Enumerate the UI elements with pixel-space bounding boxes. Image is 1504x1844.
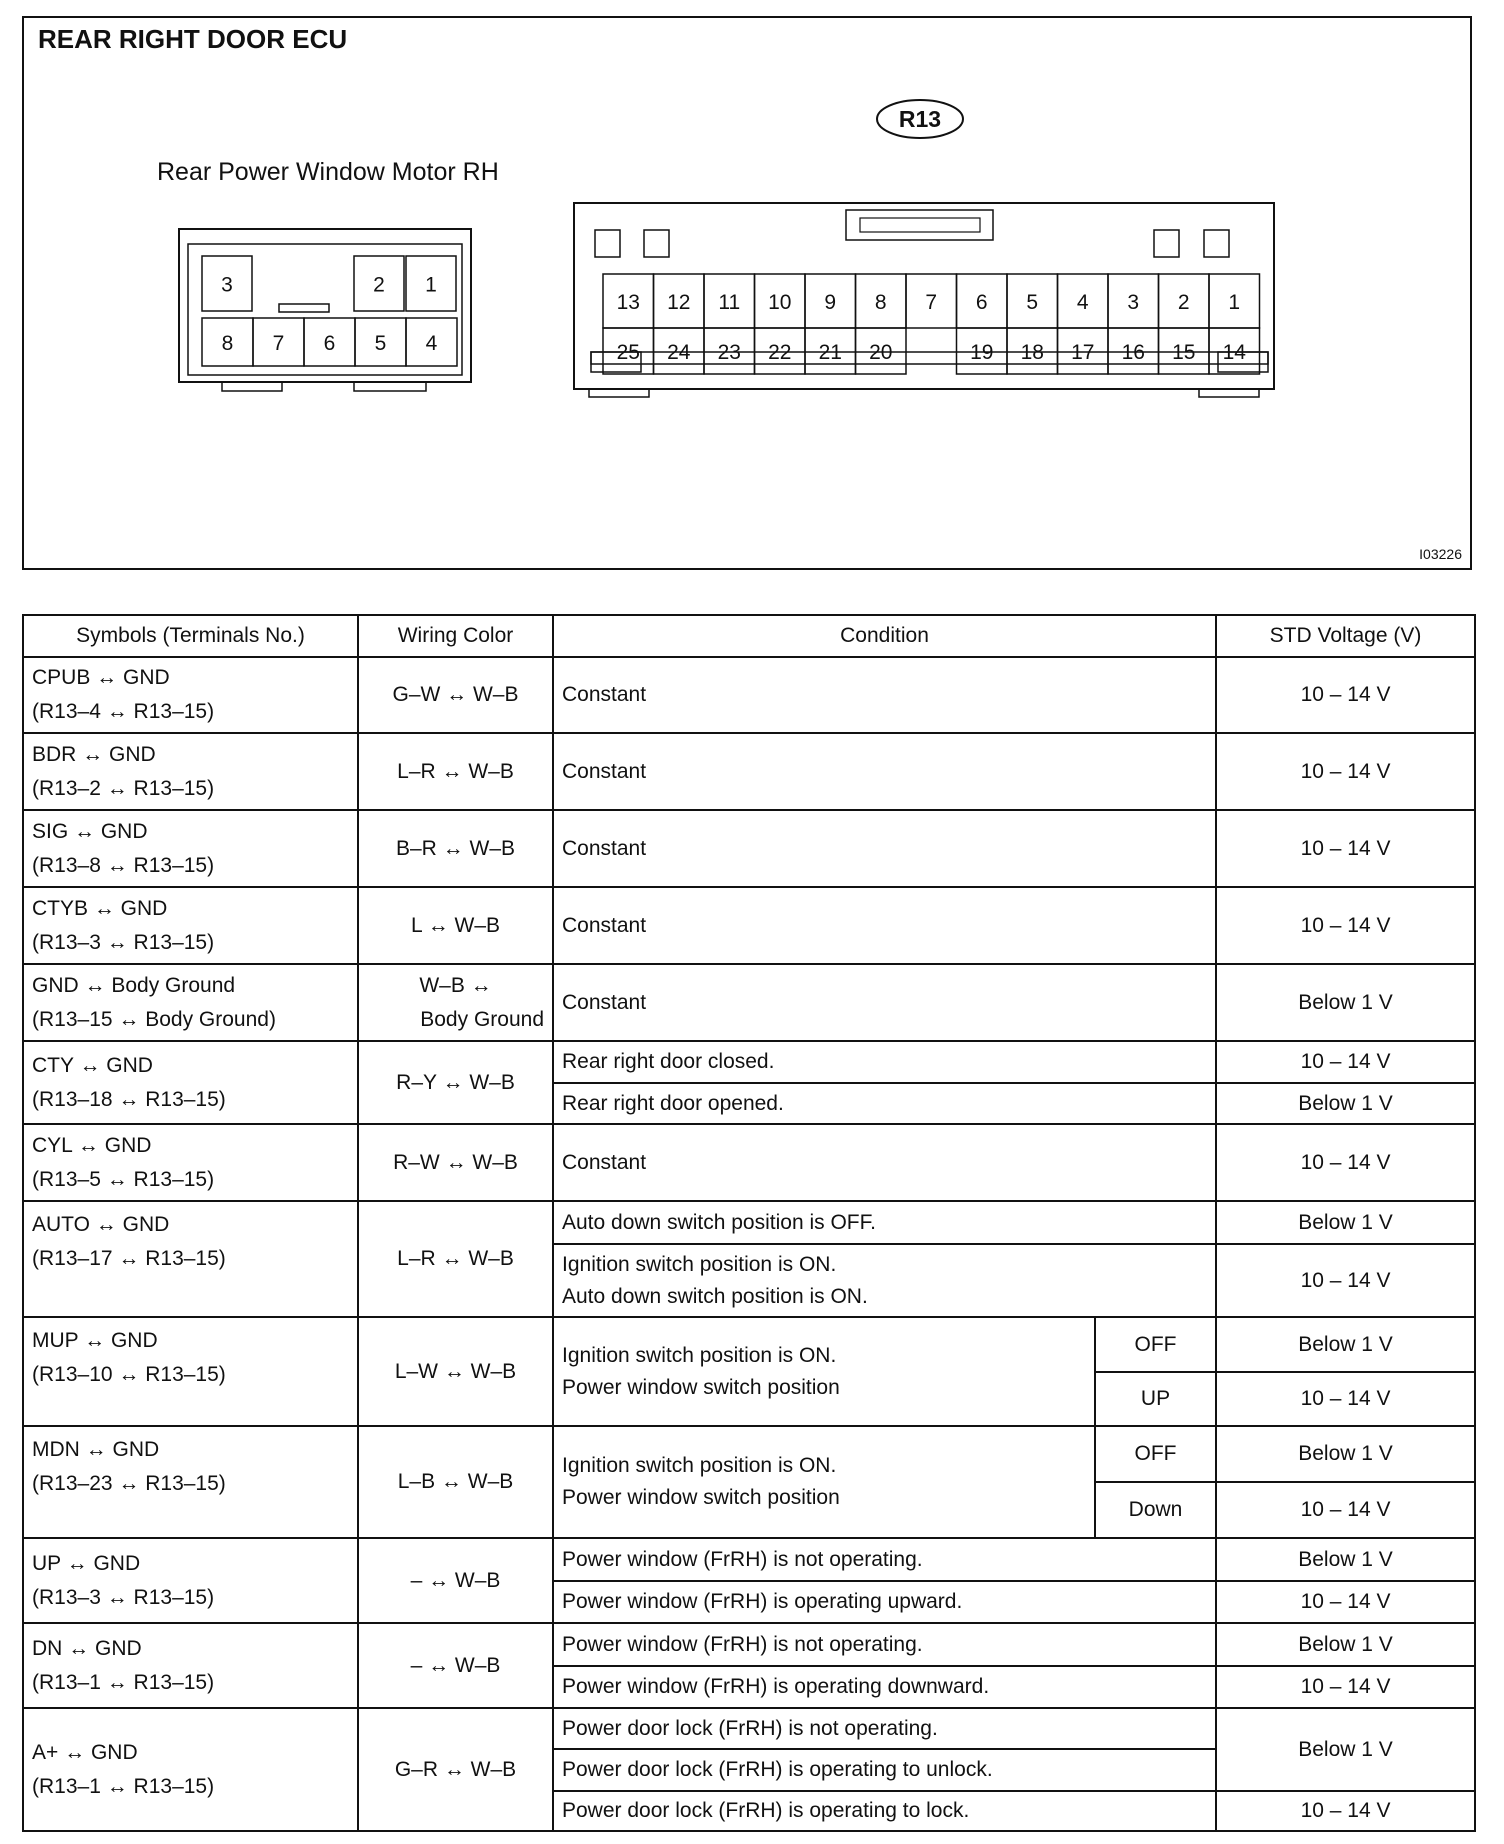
table-row	[23, 887, 1475, 964]
pin-number: 8	[874, 291, 887, 314]
pin-number: 8	[221, 332, 234, 355]
std-voltage: Below 1 V	[1216, 964, 1475, 1041]
condition-line2: Power window switch position	[562, 1486, 840, 1509]
std-voltage: Below 1 V	[1216, 1083, 1475, 1124]
pin-number: 25	[616, 341, 640, 364]
motor-pin-8	[202, 318, 253, 366]
terminal-text: (R13–5 ↔ R13–15)	[32, 1167, 215, 1191]
wiring-color: R–W ↔ W–B	[358, 1124, 553, 1201]
pin-number: 6	[975, 291, 988, 314]
pin-number: 24	[667, 341, 691, 364]
symbol-text: GND ↔ Body Ground	[32, 973, 236, 997]
pin-number: 5	[1026, 291, 1039, 314]
pin-number: 9	[824, 291, 837, 314]
std-voltage: Below 1 V	[1216, 1538, 1475, 1581]
std-voltage: 10 – 14 V	[1216, 1372, 1475, 1426]
r13-pin-grid	[603, 274, 1260, 374]
motor-pin-2	[354, 256, 404, 311]
r13-pin-21	[805, 328, 856, 374]
std-voltage: 10 – 14 V	[1216, 1041, 1475, 1083]
pin-number: 7	[925, 291, 938, 314]
condition: Constant	[553, 887, 1216, 964]
table-header-row	[23, 615, 1475, 657]
symbol-text: A+ ↔ GND	[32, 1740, 138, 1764]
condition: Constant	[553, 733, 1216, 810]
symbol-text: BDR ↔ GND	[32, 742, 156, 766]
condition: Power window (FrRH) is operating downward.	[553, 1666, 1216, 1708]
figure-code: I03226	[1419, 546, 1462, 562]
symbol-text: CPUB ↔ GND	[32, 666, 170, 689]
wiring-color: B–R ↔ W–B	[358, 810, 553, 887]
condition: Rear right door opened.	[553, 1083, 1216, 1124]
r13-pin-15	[1159, 328, 1210, 374]
pin-number: 2	[1177, 291, 1190, 314]
diagram-title: REAR RIGHT DOOR ECU	[38, 24, 348, 54]
table-row	[23, 657, 1475, 733]
std-voltage: 10 – 14 V	[1216, 733, 1475, 810]
std-voltage: 10 – 14 V	[1216, 1244, 1475, 1317]
std-voltage: Below 1 V	[1216, 1708, 1475, 1791]
pin-number: 6	[323, 332, 336, 355]
condition	[553, 1317, 1095, 1426]
std-voltage: 10 – 14 V	[1216, 1581, 1475, 1623]
std-voltage: Below 1 V	[1216, 1317, 1475, 1372]
r13-pin-12	[654, 274, 705, 328]
condition: Constant	[553, 810, 1216, 887]
pin-number: 13	[616, 291, 640, 314]
r13-pin-16	[1108, 328, 1159, 374]
condition: Auto down switch position is OFF.	[553, 1201, 1216, 1244]
r13-pin-13	[603, 274, 654, 328]
table-row	[23, 733, 1475, 810]
r13-pin-7	[906, 274, 957, 328]
switch-position: UP	[1095, 1372, 1216, 1426]
pin-number: 12	[667, 291, 691, 314]
symbol-cell	[23, 657, 358, 733]
r13-pin-18	[1007, 328, 1058, 374]
table-row	[23, 1124, 1475, 1201]
r13-pin-2	[1159, 274, 1210, 328]
symbol-cell	[23, 1426, 358, 1538]
connector-badge-label: R13	[898, 106, 942, 132]
std-voltage: 10 – 14 V	[1216, 1482, 1475, 1538]
symbol-cell	[23, 1317, 358, 1426]
std-voltage: Below 1 V	[1216, 1426, 1475, 1482]
pin-number: 17	[1071, 341, 1095, 364]
r13-pin-20	[856, 328, 907, 374]
std-voltage: 10 – 14 V	[1216, 1791, 1475, 1831]
pin-number: 23	[717, 341, 741, 364]
wiring-color-line2: Body Ground	[420, 1007, 544, 1031]
r13-pin-8	[856, 274, 907, 328]
r13-pin-11	[704, 274, 755, 328]
condition: Power door lock (FrRH) is operating to lock.	[553, 1791, 1216, 1831]
pin-number: 2	[373, 273, 385, 297]
std-voltage: 10 – 14 V	[1216, 887, 1475, 964]
symbol-cell	[23, 810, 358, 887]
header-std-voltage: STD Voltage (V)	[1216, 615, 1475, 657]
condition-line2: Auto down switch position is ON.	[562, 1284, 868, 1308]
terminal-text: (R13–23 ↔ R13–15)	[32, 1472, 226, 1495]
header-condition: Condition	[553, 615, 1216, 657]
table-row	[23, 1426, 1475, 1482]
wiring-color: L–W ↔ W–B	[358, 1317, 553, 1426]
motor-pin-4	[406, 318, 457, 366]
connector-diagram	[22, 16, 1472, 570]
pin-number: 3	[1127, 291, 1140, 314]
condition: Power window (FrRH) is not operating.	[553, 1623, 1216, 1666]
wiring-color: – ↔ W–B	[358, 1623, 553, 1708]
pin-number: 16	[1121, 341, 1145, 364]
wiring-color: R–Y ↔ W–B	[358, 1041, 553, 1124]
wiring-color: – ↔ W–B	[358, 1538, 553, 1623]
table-row	[23, 1538, 1475, 1581]
r13-pin-14	[1209, 328, 1260, 374]
r13-pin-3	[1108, 274, 1159, 328]
wiring-color: L ↔ W–B	[358, 887, 553, 964]
r13-pin-4	[1058, 274, 1109, 328]
condition-line1: Ignition switch position is ON.	[562, 1343, 837, 1367]
motor-connector	[179, 229, 471, 391]
table-row	[23, 964, 1475, 1041]
condition	[553, 1426, 1095, 1538]
std-voltage: 10 – 14 V	[1216, 810, 1475, 887]
pin-number: 4	[425, 332, 438, 355]
pin-number: 3	[221, 273, 233, 297]
r13-pin-6	[957, 274, 1008, 328]
wiring-color	[358, 964, 553, 1041]
motor-label: Rear Power Window Motor RH	[157, 158, 499, 186]
wiring-color-line1: W–B ↔	[419, 973, 492, 997]
condition: Power door lock (FrRH) is operating to unlock.	[553, 1749, 1216, 1791]
motor-pin-6	[304, 318, 355, 366]
table-row	[23, 1041, 1475, 1083]
terminal-text: (R13–3 ↔ R13–15)	[32, 1585, 215, 1609]
pin-number: 4	[1076, 291, 1089, 314]
std-voltage: Below 1 V	[1216, 1623, 1475, 1666]
condition: Power window (FrRH) is operating upward.	[553, 1581, 1216, 1623]
r13-pin-23	[704, 328, 755, 374]
wiring-color: G–W ↔ W–B	[358, 657, 553, 733]
symbol-text: CYL ↔ GND	[32, 1133, 152, 1157]
motor-pin-1	[406, 256, 456, 311]
pin-number: 21	[818, 341, 842, 364]
condition: Constant	[553, 657, 1216, 733]
header-symbols: Symbols (Terminals No.)	[23, 615, 358, 657]
symbol-cell	[23, 964, 358, 1041]
pin-number: 7	[272, 332, 285, 355]
switch-position: Down	[1095, 1482, 1216, 1538]
condition: Power window (FrRH) is not operating.	[553, 1538, 1216, 1581]
std-voltage: 10 – 14 V	[1216, 657, 1475, 733]
pin-number: 11	[718, 291, 741, 314]
condition-line1: Ignition switch position is ON.	[562, 1252, 837, 1276]
symbol-cell	[23, 1623, 358, 1708]
symbol-text: MDN ↔ GND	[32, 1438, 160, 1461]
symbol-cell	[23, 1538, 358, 1623]
r13-pin-10	[755, 274, 806, 328]
table-row	[23, 1317, 1475, 1372]
pin-number: 19	[970, 341, 994, 364]
header-wiring-color: Wiring Color	[358, 615, 553, 657]
symbol-cell	[23, 1201, 358, 1317]
symbol-text: AUTO ↔ GND	[32, 1213, 170, 1236]
symbol-cell	[23, 1124, 358, 1201]
pin-number: 20	[869, 341, 893, 364]
pin-number: 22	[768, 341, 792, 364]
r13-connector	[574, 203, 1274, 397]
symbol-text: UP ↔ GND	[32, 1551, 141, 1575]
pin-number: 1	[1228, 291, 1241, 314]
std-voltage: Below 1 V	[1216, 1201, 1475, 1244]
pin-number: 5	[374, 332, 387, 355]
pin-number: 18	[1020, 341, 1044, 364]
symbol-text: CTY ↔ GND	[32, 1053, 153, 1077]
table-row	[23, 810, 1475, 887]
terminal-text: (R13–4 ↔ R13–15)	[32, 700, 215, 723]
terminal-text: (R13–2 ↔ R13–15)	[32, 776, 215, 800]
connector-diagram-svg	[24, 18, 1470, 568]
terminal-text: (R13–8 ↔ R13–15)	[32, 853, 215, 877]
std-voltage: 10 – 14 V	[1216, 1124, 1475, 1201]
condition: Power door lock (FrRH) is not operating.	[553, 1708, 1216, 1749]
r13-pin-17	[1058, 328, 1109, 374]
terminal-text: (R13–18 ↔ R13–15)	[32, 1087, 226, 1111]
wiring-color: L–R ↔ W–B	[358, 733, 553, 810]
pin-number: 15	[1172, 341, 1196, 364]
condition-line2: Power window switch position	[562, 1375, 840, 1399]
pin-number: 14	[1222, 341, 1246, 364]
symbol-text: DN ↔ GND	[32, 1636, 142, 1660]
terminal-text: (R13–10 ↔ R13–15)	[32, 1363, 226, 1386]
std-voltage: 10 – 14 V	[1216, 1666, 1475, 1708]
terminal-text: (R13–3 ↔ R13–15)	[32, 930, 215, 954]
r13-pin-22	[755, 328, 806, 374]
condition	[553, 1244, 1216, 1317]
table-row	[23, 1623, 1475, 1666]
r13-pin-19	[957, 328, 1008, 374]
table-row	[23, 1201, 1475, 1244]
symbol-cell	[23, 887, 358, 964]
motor-pin-3	[202, 256, 252, 311]
r13-pin-1	[1209, 274, 1260, 328]
pin-number: 10	[768, 291, 792, 314]
r13-pin-25	[603, 328, 654, 374]
terminal-spec-table	[22, 614, 1476, 1832]
symbol-cell	[23, 1041, 358, 1124]
wiring-color: L–B ↔ W–B	[358, 1426, 553, 1538]
condition-line1: Ignition switch position is ON.	[562, 1454, 837, 1477]
condition: Constant	[553, 1124, 1216, 1201]
switch-position: OFF	[1095, 1317, 1216, 1372]
terminal-text: (R13–15 ↔ Body Ground)	[32, 1007, 276, 1031]
table-row	[23, 1708, 1475, 1749]
condition: Rear right door closed.	[553, 1041, 1216, 1083]
terminal-text: (R13–1 ↔ R13–15)	[32, 1774, 215, 1798]
r13-pin-5	[1007, 274, 1058, 328]
symbol-cell	[23, 733, 358, 810]
pin-number: 1	[425, 273, 437, 297]
condition: Constant	[553, 964, 1216, 1041]
terminal-text: (R13–17 ↔ R13–15)	[32, 1247, 226, 1270]
terminal-text: (R13–1 ↔ R13–15)	[32, 1670, 215, 1694]
symbol-cell	[23, 1708, 358, 1831]
symbol-text: SIG ↔ GND	[32, 819, 148, 843]
symbol-text: MUP ↔ GND	[32, 1329, 158, 1352]
r13-pin-9	[805, 274, 856, 328]
symbol-text: CTYB ↔ GND	[32, 896, 168, 920]
motor-pin-5	[355, 318, 406, 366]
motor-pin-7	[253, 318, 304, 366]
wiring-color: G–R ↔ W–B	[358, 1708, 553, 1831]
r13-pin-24	[654, 328, 705, 374]
switch-position: OFF	[1095, 1426, 1216, 1482]
wiring-color: L–R ↔ W–B	[358, 1201, 553, 1317]
